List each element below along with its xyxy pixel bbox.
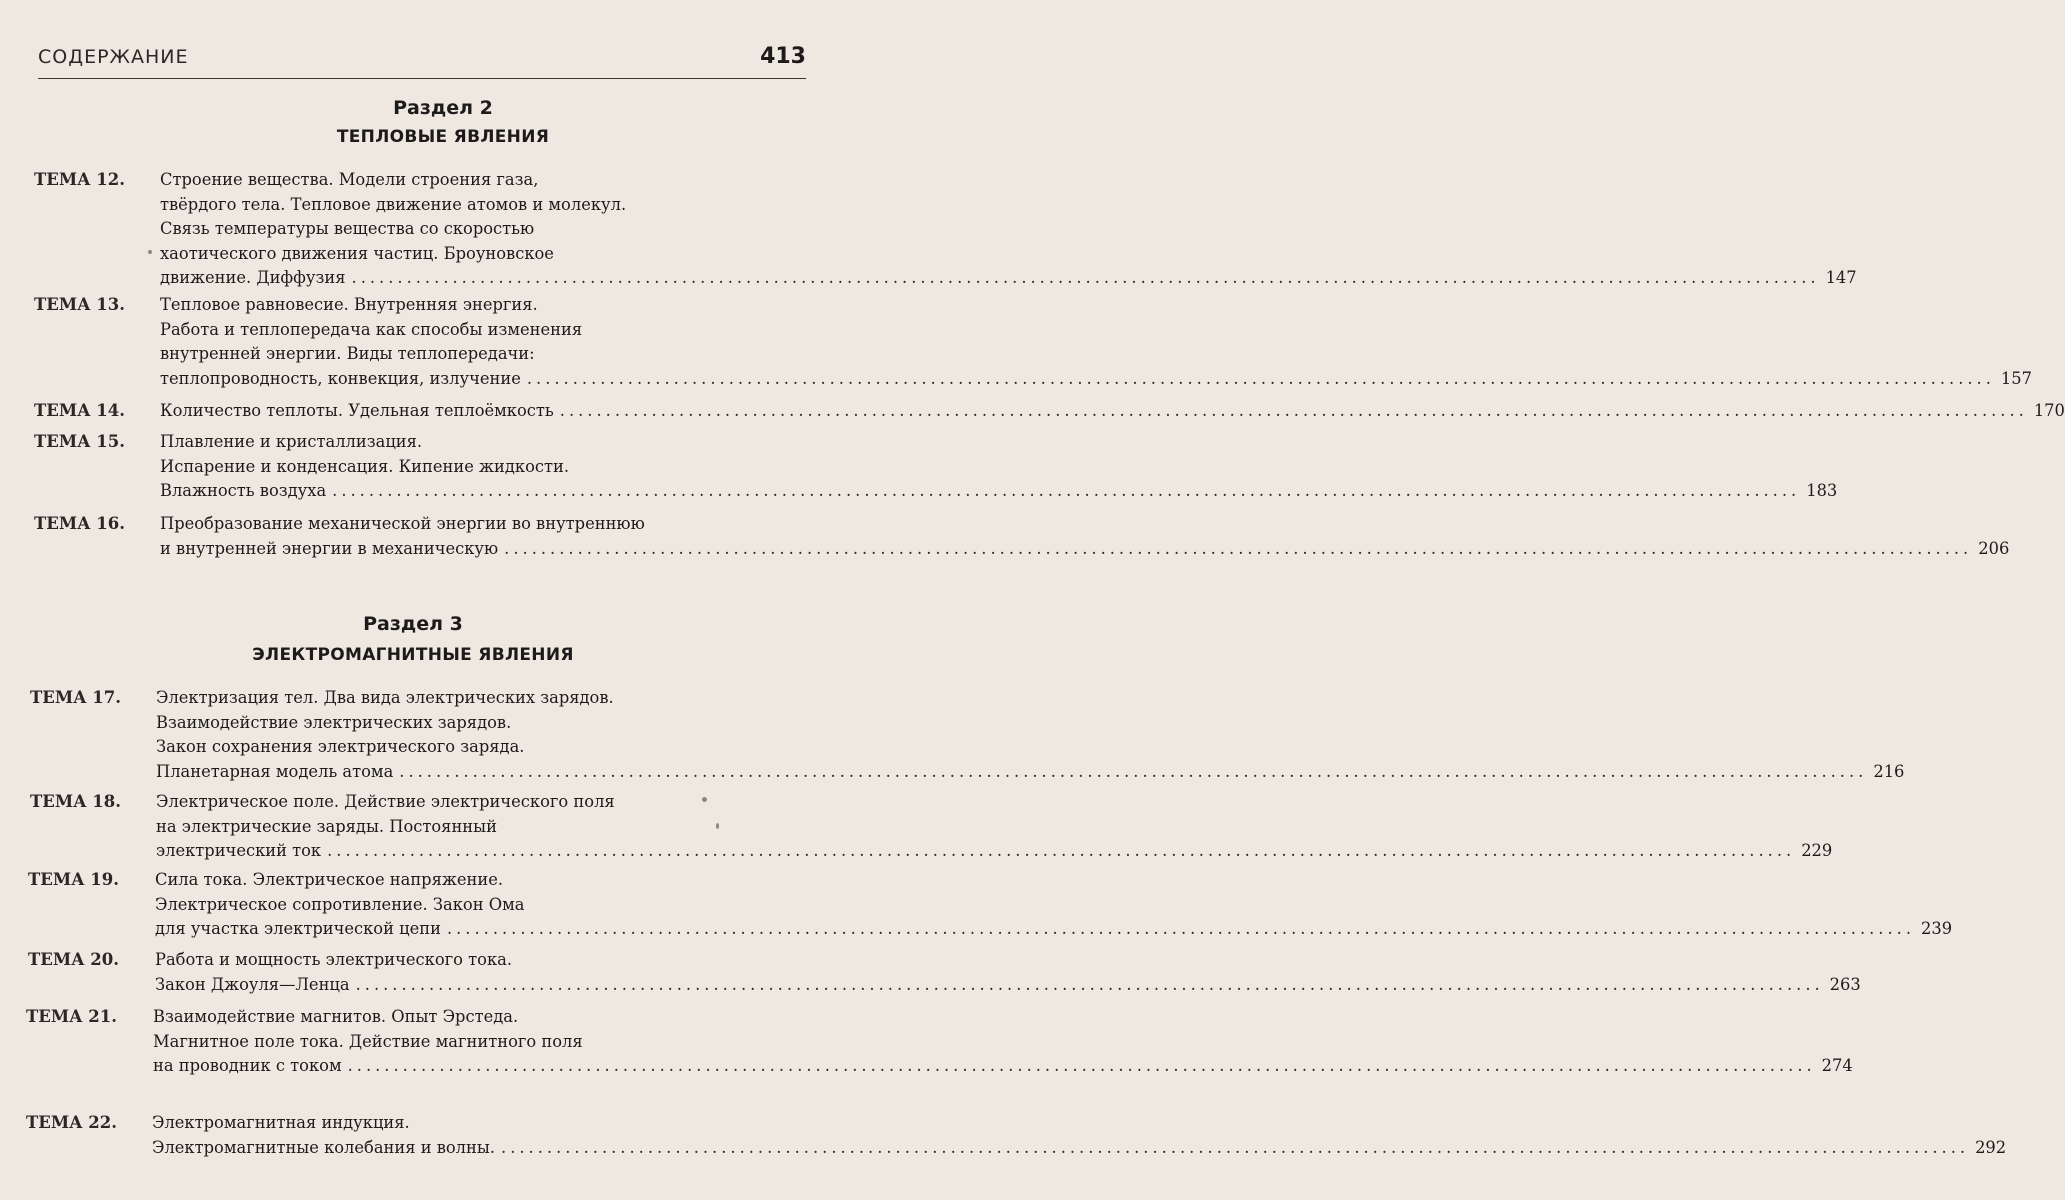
- topic-line: Закон Джоуля—Ленца: [155, 974, 350, 994]
- topic-line: теплопроводность, конвекция, излучение: [160, 368, 521, 388]
- topic-last-line: [155, 917, 1953, 942]
- topic-line: для участка электрической цепи: [155, 919, 441, 938]
- topic-text: [160, 168, 1857, 291]
- topic-line: твёрдого тела. Тепловое движение атомов и молекул.: [160, 194, 627, 214]
- topic-number: ТЕМА 13.: [34, 295, 126, 314]
- topic-number: ТЕМА 12.: [34, 170, 126, 189]
- topic-page-number: 183: [1806, 481, 1838, 500]
- topic-number: ТЕМА 19.: [28, 870, 120, 889]
- section-title: ЭЛЕКТРОМАГНИТНЫЕ ЯВЛЕНИЯ: [252, 645, 574, 665]
- topic-page-number: 157: [2000, 368, 2032, 388]
- topic-line: Строение вещества. Модели строения газа,: [160, 170, 539, 189]
- print-speck: [148, 250, 152, 254]
- topic-line: Испарение и конденсация. Кипение жидкости.: [160, 456, 570, 476]
- topic-line: Влажность воздуха: [160, 481, 327, 500]
- topic-number: ТЕМА 17.: [30, 688, 122, 707]
- dot-leader: ................................................................................................................................................................: [399, 761, 1868, 781]
- topic-line: хаотического движения частиц. Броуновское: [160, 243, 554, 263]
- dot-leader: ................................................................................................................................................................: [327, 841, 1796, 860]
- topic-line: электрический ток: [156, 841, 322, 860]
- topic-text: [160, 512, 2010, 561]
- topic-page-number: 239: [1921, 919, 1953, 938]
- topic-line: Электромагнитные колебания и волны.: [152, 1137, 496, 1157]
- topic-line: Планетарная модель атома: [156, 761, 394, 781]
- topic-text: [160, 430, 1838, 504]
- dot-leader: ................................................................................................................................................................: [501, 1137, 1970, 1157]
- topic-page-number: 170: [2033, 401, 2065, 420]
- topic-text: [152, 1111, 2007, 1160]
- topic-line: Связь температуры вещества со скоростью: [160, 219, 535, 238]
- topic-page-number: 229: [1801, 841, 1833, 860]
- topic-line: Работа и мощность электрического тока.: [155, 950, 513, 969]
- topic-text: [160, 399, 2065, 424]
- running-header: [38, 44, 806, 79]
- dot-leader: ................................................................................................................................................................: [347, 1056, 1816, 1075]
- topic-page-number: 216: [1873, 761, 1905, 781]
- topic-line: Электрическое поле. Действие электрического поля: [156, 792, 615, 811]
- topic-line: Тепловое равновесие. Внутренняя энергия.: [160, 295, 538, 314]
- topic-number: ТЕМА 14.: [34, 401, 126, 420]
- topic-line: Количество теплоты. Удельная теплоёмкость: [160, 401, 554, 420]
- dot-leader: ................................................................................................................................................................: [446, 919, 1915, 938]
- topic-number: ТЕМА 18.: [30, 792, 122, 811]
- topic-text: [153, 1005, 1853, 1079]
- dot-leader: ................................................................................................................................................................: [526, 368, 1995, 388]
- topic-page-number: 206: [1978, 538, 2010, 558]
- dot-leader: ................................................................................................................................................................: [504, 538, 1973, 558]
- topic-text: [155, 948, 1861, 997]
- section-label: Раздел 2: [393, 97, 493, 119]
- topic-text: [160, 293, 2032, 391]
- dot-leader: ................................................................................................................................................................: [355, 974, 1824, 994]
- topic-line: Сила тока. Электрическое напряжение.: [155, 870, 504, 889]
- topic-page-number: 292: [1975, 1137, 2007, 1157]
- topic-line: Электрическое сопротивление. Закон Ома: [155, 894, 525, 914]
- topic-last-line: [160, 537, 2010, 562]
- topic-last-line: [155, 973, 1861, 998]
- section-title: ТЕПЛОВЫЕ ЯВЛЕНИЯ: [336, 127, 550, 147]
- topic-number: ТЕМА 22.: [26, 1113, 118, 1132]
- topic-line: Преобразование механической энергии во внутреннюю: [160, 514, 645, 533]
- topic-last-line: [156, 839, 1833, 864]
- topic-last-line: [160, 367, 2032, 392]
- topic-line: Магнитное поле тока. Действие магнитного поля: [153, 1031, 583, 1051]
- topic-last-line: [160, 479, 1838, 504]
- topic-line: Плавление и кристаллизация.: [160, 432, 423, 451]
- topic-number: ТЕМА 20.: [28, 950, 120, 969]
- topic-number: ТЕМА 15.: [34, 432, 126, 451]
- print-speck: [702, 797, 707, 802]
- topic-page-number: 274: [1821, 1056, 1853, 1075]
- header-page-number: 413: [760, 44, 806, 69]
- dot-leader: ................................................................................................................................................................: [559, 401, 2028, 420]
- topic-number: ТЕМА 21.: [26, 1007, 118, 1026]
- topic-line: на электрические заряды. Постоянный: [156, 816, 497, 836]
- topic-line: Работа и теплопередача как способы изменения: [160, 319, 583, 339]
- topic-last-line: [160, 266, 1857, 291]
- topic-last-line: [156, 760, 1905, 785]
- topic-line: Электризация тел. Два вида электрических зарядов.: [156, 688, 614, 707]
- header-title: СОДЕРЖАНИЕ: [38, 46, 189, 68]
- topic-text: [156, 686, 1905, 784]
- topic-text: [155, 868, 1953, 942]
- topic-line: Взаимодействие магнитов. Опыт Эрстеда.: [153, 1007, 519, 1026]
- topic-line: Закон сохранения электрического заряда.: [156, 737, 525, 756]
- topic-page-number: 147: [1825, 268, 1857, 287]
- topic-line: Взаимодействие электрических зарядов.: [156, 712, 512, 732]
- topic-line: Электромагнитная индукция.: [152, 1113, 410, 1132]
- topic-number: ТЕМА 16.: [34, 514, 126, 533]
- topic-line: внутренней энергии. Виды теплопередачи:: [160, 344, 535, 363]
- topic-line: движение. Диффузия: [160, 268, 346, 287]
- topic-line: на проводник с током: [153, 1056, 342, 1075]
- topic-last-line: [160, 399, 2065, 424]
- dot-leader: ................................................................................................................................................................: [332, 481, 1801, 500]
- section-label: Раздел 3: [363, 613, 463, 635]
- topic-last-line: [152, 1136, 2007, 1161]
- print-speck: [716, 823, 719, 829]
- topic-page-number: 263: [1829, 974, 1861, 994]
- topic-line: и внутренней энергии в механическую: [160, 538, 499, 558]
- dot-leader: ................................................................................................................................................................: [351, 268, 1820, 287]
- topic-last-line: [153, 1054, 1853, 1079]
